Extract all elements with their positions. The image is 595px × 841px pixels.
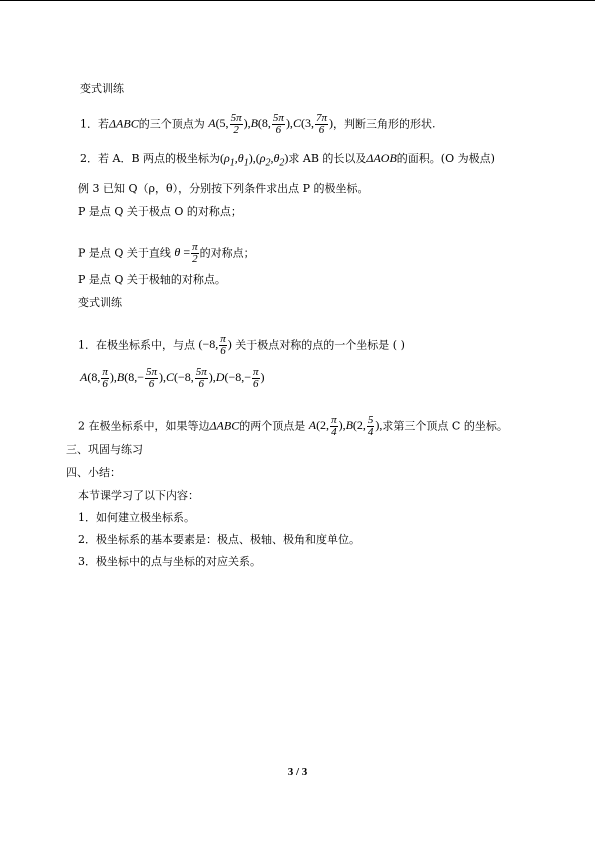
question-1-prefix: 1．在极坐标系中，与点 xyxy=(78,338,195,352)
condition-1-line: P 是点 Q 关于极点 O 的对称点； xyxy=(78,205,242,218)
condition-2-line xyxy=(78,242,255,265)
two-vertices-formula: A(2, $\frac{\pi}{4}$ ),B(2, $\frac{5}{4}$ ), xyxy=(308,414,383,438)
exercise-2-line xyxy=(80,151,495,170)
section-three-heading: 三、巩固与练习 xyxy=(66,443,143,456)
point-formula: (−8, $\frac{\pi}{6}$ ) xyxy=(198,333,232,357)
exercise-1-suffix: ，判断三角形的形状. xyxy=(332,117,436,131)
exercise-1-line xyxy=(80,113,435,136)
exercise-1-prefix: 1．若 xyxy=(80,117,109,131)
summary-item-3: 3．极坐标中的点与坐标的对应关系。 xyxy=(78,555,261,568)
question-1-suffix: 关于极点对称的点的一个坐标是 ( ) xyxy=(235,338,405,352)
question-2-mid: 的两个顶点是 xyxy=(239,419,306,433)
line-theta-formula: θ = $\frac{\pi}{2}$ xyxy=(174,241,198,265)
question-2-line xyxy=(78,415,508,438)
question-2-suffix: 求第三个顶点 C 的坐标。 xyxy=(382,419,508,433)
condition-3-line: P 是点 Q 关于极轴的对称点。 xyxy=(78,273,226,286)
exercise-2-prefix: 2．若 A．B 两点的极坐标为 xyxy=(80,152,221,165)
heading-variant-training-1: 变式训练 xyxy=(80,82,124,95)
triangle-abc: ΔABC xyxy=(109,116,139,131)
page-number: 3 / 3 xyxy=(287,766,308,778)
answer-options-line xyxy=(80,367,265,390)
condition-2-prefix: P 是点 Q 关于直线 xyxy=(78,246,171,260)
summary-item-2: 2．极坐标系的基本要素是：极点、极轴、极角和度单位。 xyxy=(78,533,360,546)
condition-2-suffix: 的对称点； xyxy=(199,246,255,260)
answer-options-formula: A(8, $\frac{\pi}{6}$ ),B(8,− $\frac{5\pi}{6}$ ),C(−8, $\frac{5\pi}{6}$ ),D(−8,− $\frac{\pi}{6}$ ) xyxy=(80,366,265,390)
question-1-line xyxy=(78,334,405,357)
polar-pair-formula: $(\rho_1,\theta_1),(\rho_2,\theta_2)$ xyxy=(220,151,289,169)
top-rule xyxy=(0,0,595,1)
summary-item-1: 1．如何建立极坐标系。 xyxy=(78,511,195,524)
triangle-aob: ΔAOB xyxy=(366,151,397,165)
exercise-2-mid: 求 AB 的长以及 xyxy=(288,152,367,165)
exercise-2-suffix: 的面积。(O 为极点) xyxy=(396,152,495,165)
question-2-prefix: 2 在极坐标系中，如果等边 xyxy=(78,419,210,433)
summary-intro: 本节课学习了以下内容： xyxy=(78,489,199,502)
triangle-abc-2: ΔABC xyxy=(209,418,240,433)
example-3-line: 例 3 已知 Q（ρ，θ），分别按下列条件求出点 P 的极坐标。 xyxy=(78,182,369,195)
section-four-heading: 四、小结： xyxy=(66,466,121,479)
exercise-1-mid: 的三个顶点为 xyxy=(138,117,205,131)
vertices-formula: A(5, $\frac{5\pi}{2}$ ),B(8, $\frac{5\pi}{6}$ ),C(3, $\frac{7\pi}{6}$ ) xyxy=(208,112,333,136)
heading-variant-training-2: 变式训练 xyxy=(78,296,122,309)
